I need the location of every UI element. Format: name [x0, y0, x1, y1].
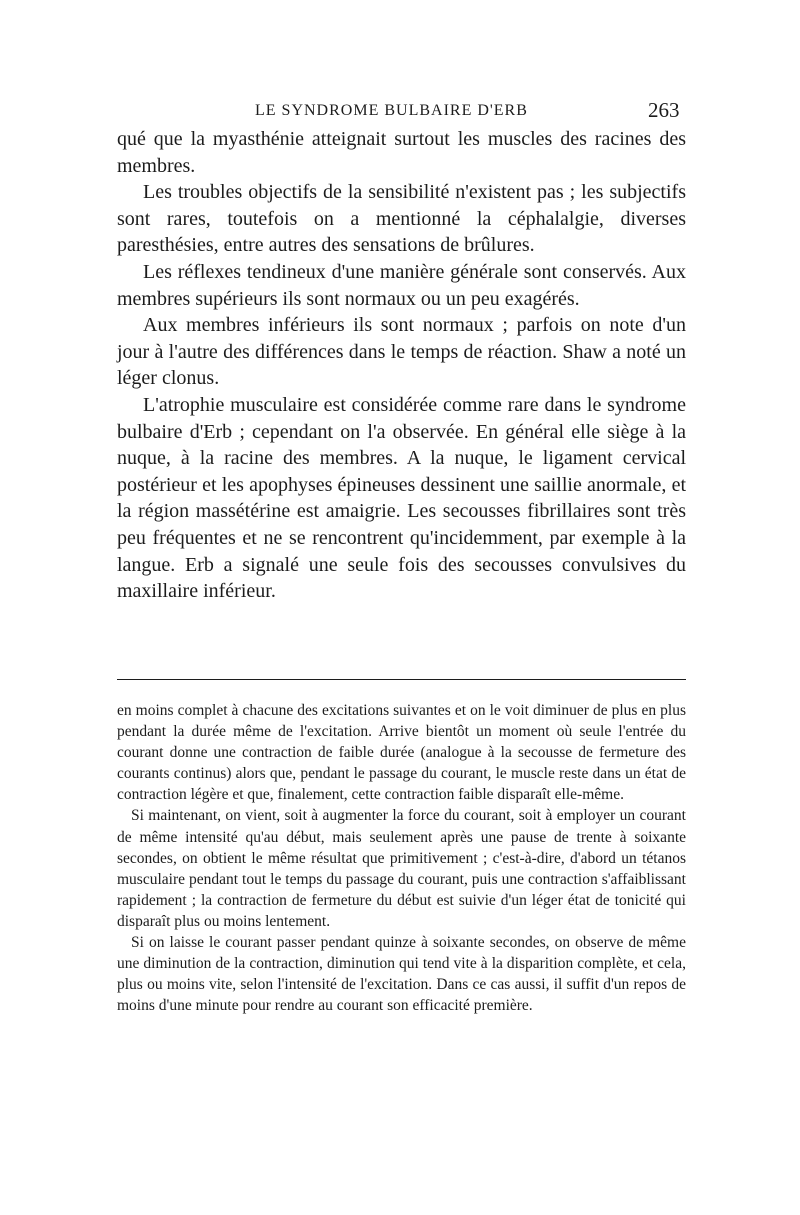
paragraph: Les troubles objectifs de la sensibilité n'existent pas ; les subjectifs sont rares, toutefois on a mentionné la céphalalgie, diverses paresthésies, entre autres des sensations de brûlures. — [117, 181, 686, 257]
footnote-divider — [117, 679, 686, 680]
page-header — [0, 98, 800, 128]
main-text — [117, 126, 686, 605]
footnote-paragraph: Si maintenant, on vient, soit à augmenter la force du courant, soit à employer un courant de même intensité qu'au début, mais seulement après une pause de trente à soixante secondes, on obtient le même résultat que primitivement ; c'est-à-dire, d'abord un tétanos musculaire pendant tout le temps du passage du courant, puis une contraction s'affaiblissant rapidement ; la contraction de fermeture du début est suivie d'un léger état de tonicité qui disparaît plus ou moins lentement. — [117, 807, 686, 930]
paragraph: Aux membres inférieurs ils sont normaux ; parfois on note d'un jour à l'autre des différences dans le temps de réaction. Shaw a noté un léger clonus. — [117, 314, 686, 390]
running-title: LE SYNDROME BULBAIRE D'ERB — [255, 102, 528, 119]
paragraph: L'atrophie musculaire est considérée comme rare dans le syndrome bulbaire d'Erb ; cependant on l'a observée. En général elle siège à la nuque, à la racine des membres. A la nuque, le ligament cervical postérieur et les apophyses épineuses dessinent une saillie anormale, et la région massétérine est amaigrie. Les secousses fibrillaires sont très peu fréquentes et ne se rencontrent qu'incidemment, par exemple à la langue. Erb a signalé une seule fois des secousses convulsives du maxillaire inférieur. — [117, 393, 686, 603]
footnote-paragraph: en moins complet à chacune des excitations suivantes et on le voit diminuer de plus en plus pendant la durée même de l'excitation. Arrive bientôt un moment où seule l'entrée du courant donne une contraction de faible durée (analogue à la secousse de fermeture des courants continus) alors que, pendant le passage du courant, le muscle reste dans un état de contraction légère et que, finalement, cette contraction faible disparaît elle-même. — [117, 702, 686, 804]
paragraph: qué que la myasthénie atteignait surtout les muscles des racines des membres. — [117, 128, 686, 177]
paragraph: Les réflexes tendineux d'une manière générale sont conservés. Aux membres supérieurs ils sont normaux ou un peu exagérés. — [117, 260, 686, 310]
footnote-paragraph: Si on laisse le courant passer pendant quinze à soixante secondes, on observe de même une diminution de la contraction, diminution qui tend vite à la disparition complète, et cela, plus ou moins vite, selon l'intensité de l'excitation. Dans ce cas aussi, il suffit d'un repos de moins d'une minute pour rendre au courant son efficacité première. — [117, 934, 686, 1015]
footnote — [117, 700, 686, 1016]
page-number: 263 — [648, 98, 680, 122]
